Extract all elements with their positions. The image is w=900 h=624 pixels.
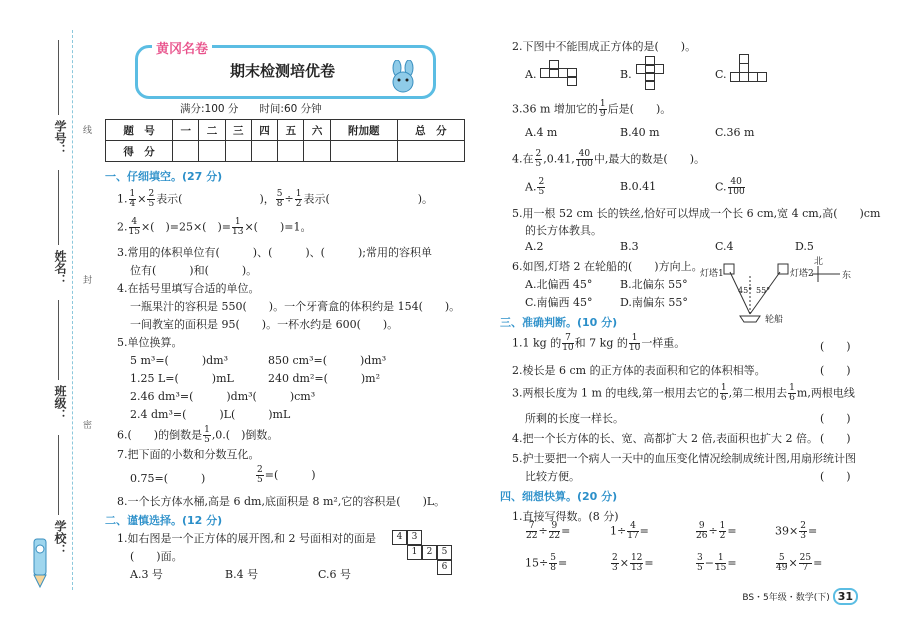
conversion: 240 dm²=( )m² xyxy=(268,372,381,385)
judge-answer[interactable]: ( ) xyxy=(820,432,851,445)
pencil-mascot-icon xyxy=(20,535,60,590)
school-label: 学校： xyxy=(53,520,67,556)
score-cell[interactable] xyxy=(278,141,304,162)
question-7b: $\frac{2}{5}$ =( ) xyxy=(257,465,316,485)
choice-5: 5.用一根 52 cm 长的铁丝,恰好可以焊成一个长 6 cm,宽 4 cm,高( )cm xyxy=(512,207,881,220)
score-table xyxy=(105,119,465,162)
cut-line xyxy=(72,30,73,590)
calc-item: 15÷ $\frac{5}{8}$ = xyxy=(525,553,568,573)
score-header: 五 xyxy=(278,120,304,141)
option-a[interactable]: A. $\frac{2}{5}$ xyxy=(525,177,545,197)
map-north-label: 北 xyxy=(814,257,824,267)
score-header: 二 xyxy=(199,120,225,141)
section-choice: 二、谨慎选择。(12 分) xyxy=(105,514,223,527)
score-cell[interactable] xyxy=(304,141,330,162)
map-tower2-label: 灯塔2 xyxy=(790,269,814,279)
option-b[interactable]: B.4 号 xyxy=(225,568,259,581)
choice-3: 3.36 m 增加它的 $\frac{1}{9}$ 后是( )。 xyxy=(512,99,672,119)
judge-1: 1.1 kg 的 $\frac{7}{10}$ 和 7 kg 的 $\frac{1}{10}$ 一样重。 xyxy=(512,333,686,353)
question-7a: 0.75=( ) xyxy=(130,472,206,485)
judge-answer[interactable]: ( ) xyxy=(820,364,851,377)
calc-item: $\frac{7}{22}$ ÷ $\frac{9}{22}$ = xyxy=(526,521,571,541)
score-cell[interactable] xyxy=(397,141,464,162)
option-b[interactable]: B.北偏东 55° xyxy=(620,278,688,291)
judge-4: 4.把一个长方体的长、宽、高都扩大 2 倍,表面积也扩大 2 倍。 xyxy=(512,432,818,445)
student-id-field[interactable] xyxy=(58,40,59,115)
choice-2: 2.下图中不能围成正方体的是( )。 xyxy=(512,40,697,53)
option-a[interactable]: A. xyxy=(525,68,537,81)
option-a[interactable]: A.3 号 xyxy=(130,568,163,581)
judge-2: 2.棱长是 6 cm 的正方体的表面积和它的体积相等。 xyxy=(512,364,766,377)
conversion: 850 cm³=( )dm³ xyxy=(268,354,387,367)
option-a[interactable]: A.4 m xyxy=(525,126,558,139)
map-tower1-label: 灯塔1 xyxy=(700,269,724,279)
section-calculate: 四、细想快算。(20 分) xyxy=(500,490,618,503)
class-field[interactable] xyxy=(58,300,59,380)
map-east-label: 东 xyxy=(842,271,852,281)
judge-answer[interactable]: ( ) xyxy=(820,412,851,425)
map-angle-1: 45° xyxy=(738,286,753,295)
rabbit-mascot-icon xyxy=(385,60,421,94)
option-c[interactable]: C. xyxy=(715,68,727,81)
score-header: 四 xyxy=(251,120,277,141)
map-angle-2: 55° xyxy=(756,286,771,295)
binding-sidebar xyxy=(0,0,100,624)
score-header: 三 xyxy=(225,120,251,141)
conversion: 1.25 L=( )mL xyxy=(130,372,234,385)
score-cell[interactable] xyxy=(330,141,397,162)
judge-3-cont: 所剩的长度一样长。 xyxy=(525,412,624,425)
judge-answer[interactable]: ( ) xyxy=(820,470,851,483)
school-field[interactable] xyxy=(58,435,59,515)
score-header: 六 xyxy=(304,120,330,141)
option-c[interactable]: C. $\frac{40}{100}$ xyxy=(715,177,745,197)
score-header: 题 号 xyxy=(106,120,173,141)
seal-word: 线 xyxy=(81,125,91,134)
question-4b: 一间教室的面积是 95( )。一杯水约是 600( )。 xyxy=(130,318,399,331)
calc-item: $\frac{3}{5}$ − $\frac{1}{15}$ = xyxy=(697,553,737,573)
question-7: 7.把下面的小数和分数互化。 xyxy=(117,448,260,461)
judge-5-cont: 比较方便。 xyxy=(525,470,580,483)
question-1: 1. $\frac{1}{4}$ × $\frac{2}{5}$ 表示( )， $\frac{5}{8}$ ÷ $\frac{1}{2}$ 表示( )。 xyxy=(117,189,434,209)
calc-item: $\frac{2}{3}$ × $\frac{12}{13}$ = xyxy=(612,553,654,573)
section-judge: 三、准确判断。(10 分) xyxy=(500,316,618,329)
conversion: 2.46 dm³=( )dm³( )cm³ xyxy=(130,390,316,403)
score-cell[interactable] xyxy=(225,141,251,162)
map-ship-label: 轮船 xyxy=(765,315,784,325)
option-c[interactable]: C.南偏西 45° xyxy=(525,296,593,309)
footer-text: BS・5年级・数学(下) xyxy=(742,593,830,603)
option-a[interactable]: A.2 xyxy=(525,240,544,253)
page-footer xyxy=(742,588,858,605)
question-5: 5.单位换算。 xyxy=(117,336,183,349)
choice-6: 6.如图,灯塔 2 在轮船的( )方向上。 xyxy=(512,260,703,273)
choice-1: 1.如右图是一个正方体的展开图,和 2 号面相对的面是 xyxy=(117,532,376,545)
score-cell[interactable] xyxy=(251,141,277,162)
conversion: 2.4 dm³=( )L( )mL xyxy=(130,408,291,421)
calc-item: $\frac{5}{49}$ × $\frac{25}{7}$ = xyxy=(776,553,823,573)
name-label: 姓名： xyxy=(53,250,67,286)
score-header: 附加题 xyxy=(330,120,397,141)
option-c[interactable]: C.36 m xyxy=(715,126,755,139)
option-c[interactable]: C.6 号 xyxy=(318,568,352,581)
judge-answer[interactable]: ( ) xyxy=(820,340,851,353)
option-b[interactable]: B.40 m xyxy=(620,126,660,139)
option-b[interactable]: B. xyxy=(620,68,632,81)
score-header: 一 xyxy=(173,120,199,141)
question-4: 4.在括号里填写合适的单位。 xyxy=(117,282,260,295)
calc-item: 39× $\frac{2}{3}$ = xyxy=(775,521,818,541)
score-row-label: 得 分 xyxy=(106,141,173,162)
judge-5: 5.护士要把一个病人一天中的血压变化情况绘制成统计图,用扇形统计图 xyxy=(512,452,856,465)
conversion: 5 m³=( )dm³ xyxy=(130,354,229,367)
option-d[interactable]: D.5 xyxy=(795,240,814,253)
student-id-label: 学号： xyxy=(53,120,67,156)
calc-item: $\frac{9}{26}$ ÷ $\frac{1}{2}$ = xyxy=(696,521,737,541)
question-2: 2. $\frac{4}{15}$ ×( )=25×( )= $\frac{1}{13}$ ×( )=1。 xyxy=(117,217,312,237)
option-a[interactable]: A.北偏西 45° xyxy=(525,278,593,291)
question-6: 6.( )的倒数是 $\frac{1}{5}$ ,0.( )倒数。 xyxy=(117,425,279,445)
calc-instruction: 1.直接写得数。(8 分) xyxy=(512,510,619,523)
option-d[interactable]: D.南偏东 55° xyxy=(620,296,688,309)
page-number: 31 xyxy=(833,588,858,605)
question-3: 3.常用的体积单位有( )、( )、( );常用的容积单 xyxy=(117,246,432,259)
seal-word: 密 xyxy=(81,420,91,429)
page-title: 期末检测培优卷 xyxy=(229,62,335,80)
choice-5-cont: 的长方体教具。 xyxy=(525,224,602,237)
option-b[interactable]: B.0.41 xyxy=(620,180,657,193)
score-cell[interactable] xyxy=(199,141,225,162)
class-label: 班级： xyxy=(53,385,67,421)
section-fill-in: 一、仔细填空。(27 分) xyxy=(105,170,223,183)
question-4a: 一瓶果汁的容积是 550( )。一个牙膏盒的体积约是 154( )。 xyxy=(130,300,461,313)
exam-info: 满分:100 分 时间:60 分钟 xyxy=(180,103,322,115)
question-8: 8.一个长方体水桶,高是 6 dm,底面积是 8 m²,它的容积是( )L。 xyxy=(117,495,446,508)
judge-3: 3.两根长度为 1 m 的电线,第一根用去它的 $\frac{1}{6}$ ,第二根用去 $\frac{1}{6}$ m,两根电线 xyxy=(512,383,855,403)
score-cell[interactable] xyxy=(173,141,199,162)
score-header: 总 分 xyxy=(397,120,464,141)
choice-1-cont: ( )面。 xyxy=(130,550,183,563)
option-b[interactable]: B.3 xyxy=(620,240,639,253)
name-field[interactable] xyxy=(58,170,59,245)
calc-item: 1÷ $\frac{4}{17}$ = xyxy=(610,521,649,541)
choice-4: 4.在 $\frac{2}{5}$ ,0.41, $\frac{40}{100}$ 中,最大的数是( )。 xyxy=(512,149,706,169)
question-3-cont: 位有( )和( )。 xyxy=(130,264,258,277)
seal-word: 封 xyxy=(81,275,91,284)
option-c[interactable]: C.4 xyxy=(715,240,734,253)
brand-logo: 黄冈名卷 xyxy=(152,38,212,57)
